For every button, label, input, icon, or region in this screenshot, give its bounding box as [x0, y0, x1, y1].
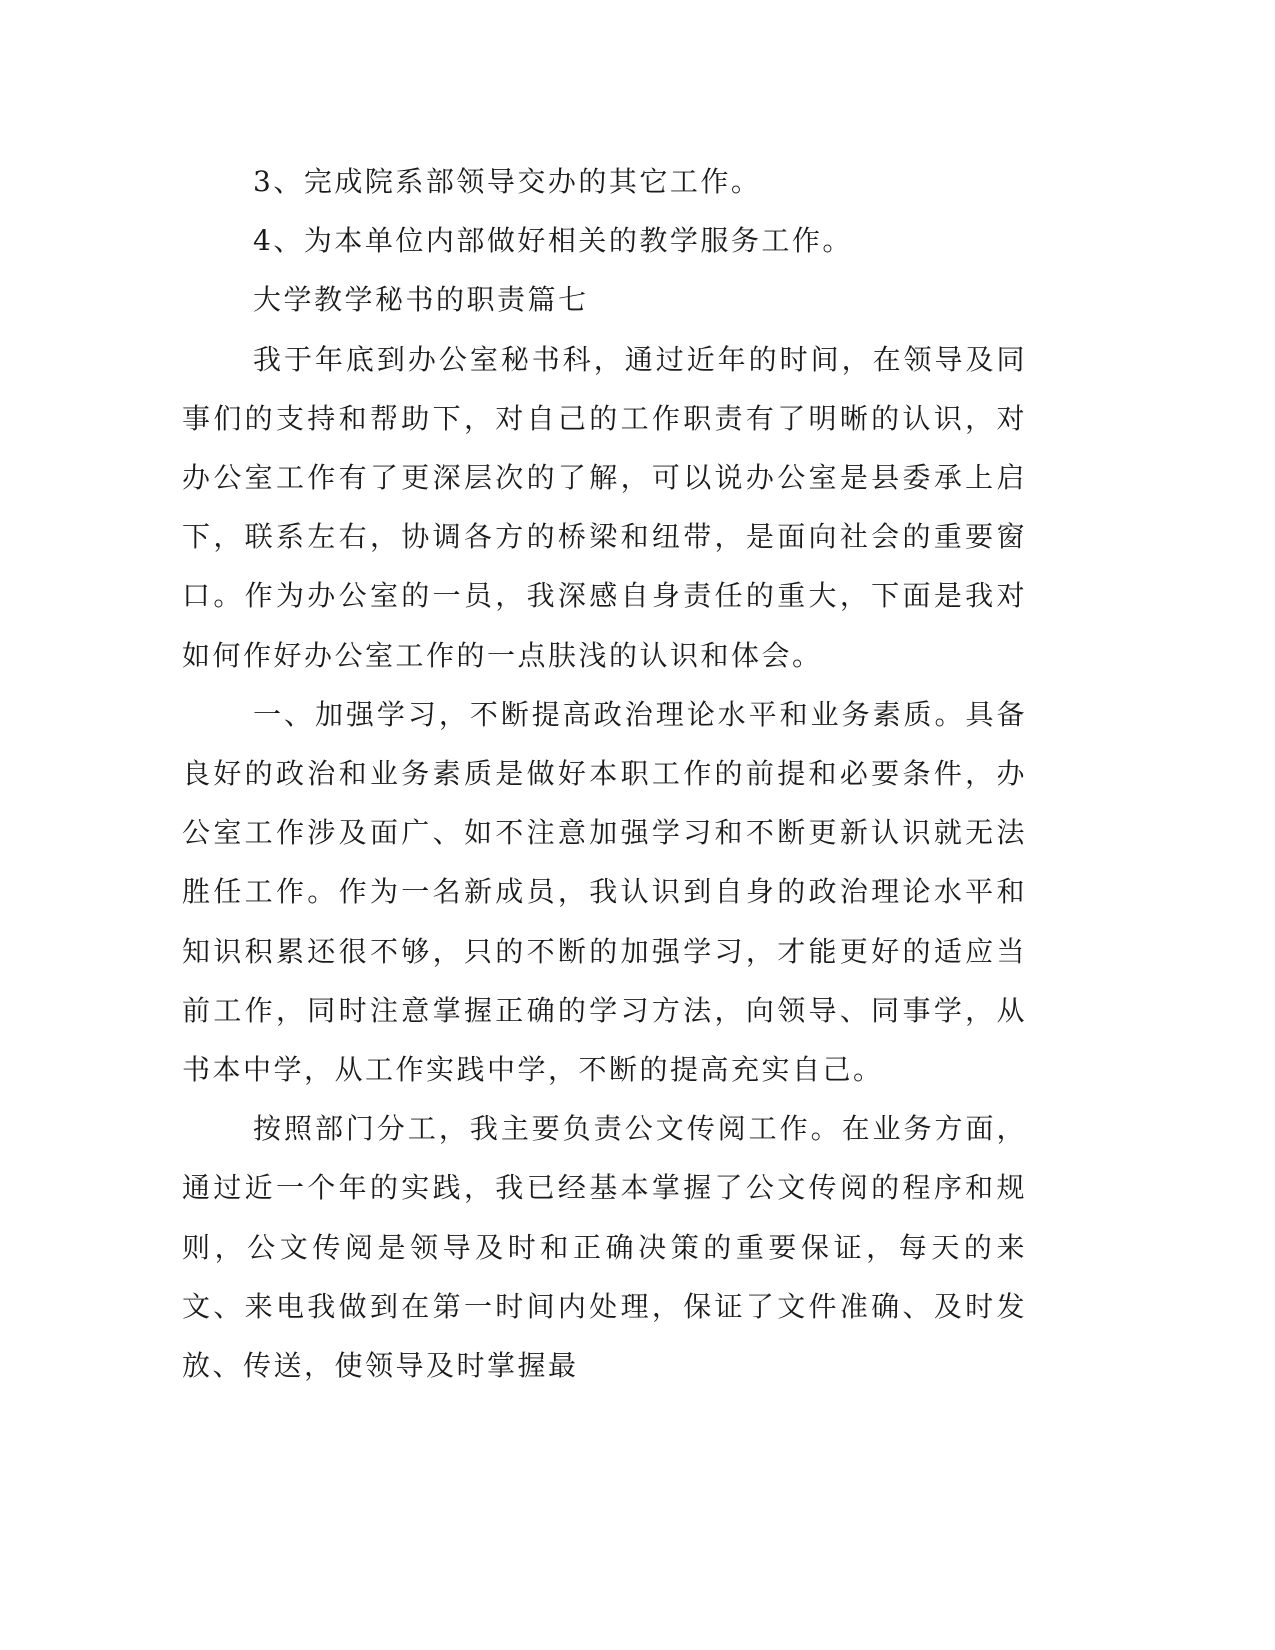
- document-body: [182, 152, 1027, 1395]
- body-paragraph: 一、加强学习，不断提高政治理论水平和业务素质。具备良好的政治和业务素质是做好本职工作的前提和必要条件，办公室工作涉及面广、如不注意加强学习和不断更新认识就无法胜任工作。作为一名新成员，我认识到自身的政治理论水平和知识积累还很不够，只的不断的加强学习，才能更好的适应当前工作，同时注意掌握正确的学习方法，向领导、同事学，从书本中学，从工作实践中学，不断的提高充实自己。: [182, 697, 1027, 1087]
- list-item-3: 3、完成院系部领导交办的其它工作。: [253, 165, 762, 198]
- section-heading: 大学教学秘书的职责篇七: [253, 283, 589, 317]
- list-item-4: 4、为本单位内部做好相关的教学服务工作。: [253, 224, 853, 258]
- body-paragraph: 我于年底到办公室秘书科，通过近年的时间，在领导及同事们的支持和帮助下，对自己的工作职责有了明晰的认识，对办公室工作有了更深层次的了解，可以说办公室是县委承上启下，联系左右，协调各方的桥梁和纽带，是面向社会的重要窗口。作为办公室的一员，我深感自身责任的重大，下面是我对如何作好办公室工作的一点肤浅的认识和体会。: [182, 342, 1027, 672]
- body-paragraph: 按照部门分工，我主要负责公文传阅工作。在业务方面，通过近一个年的实践，我已经基本掌握了公文传阅的程序和规则，公文传阅是领导及时和正确决策的重要保证，每天的来文、来电我做到在第一时间内处理，保证了文件准确、及时发放、传送，使领导及时掌握最: [182, 1112, 1027, 1383]
